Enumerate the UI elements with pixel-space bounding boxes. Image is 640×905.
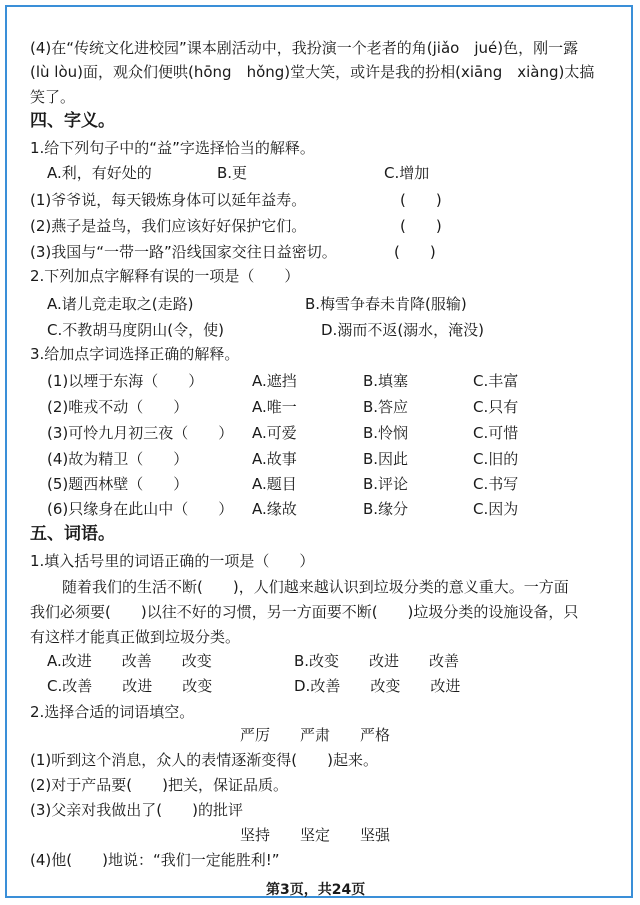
w1-option-b: B.改变 改进 改善: [294, 652, 460, 670]
page-number: 第3页，共24页: [266, 882, 366, 898]
q3-item-5: (5)题西林壁（ ）: [47, 475, 189, 493]
q3-item-2-option-c: C.只有: [473, 398, 519, 416]
section-heading-meaning: 四、字义。: [30, 111, 115, 131]
q3-item-6-option-b: B.缘分: [363, 500, 409, 518]
question-4-pinyin-line-2: (lù lòu)面，观众们便哄(hōng hǒng)堂大笑，或许是我的扮相(xiāng xiàng)太搞: [30, 63, 595, 81]
q3-item-3-option-a: A.可爱: [252, 424, 297, 442]
q3-item-6-option-a: A.缘故: [252, 500, 297, 518]
q3-item-1-option-b: B.填塞: [363, 372, 409, 390]
q3-item-2: (2)唯戎不动（ ）: [47, 398, 189, 416]
w2-sentence-1: (1)听到这个消息，众人的表情逐渐变得( )起来。: [30, 751, 378, 769]
question-4-pinyin-line-1: (4)在“传统文化进校园”课本剧活动中，我扮演一个老者的角(jiǎo jué)色，刚一露: [30, 39, 579, 57]
q3-item-5-option-c: C.书写: [473, 475, 519, 493]
w1-passage-line-3: 有这样才能真正做到垃圾分类。: [30, 628, 241, 646]
q3-instruction: 3.给加点字词选择正确的解释。: [30, 345, 240, 363]
w2-sentence-2: (2)对于产品要( )把关，保证品质。: [30, 776, 288, 794]
q3-item-5-option-a: A.题目: [252, 475, 297, 493]
w2-word-bank-1: 严厉 严肃 严格: [240, 726, 391, 744]
w1-instruction: 1.填入括号里的词语正确的一项是（ ）: [30, 552, 315, 570]
q3-item-4-option-c: C.旧的: [473, 450, 519, 468]
section-heading-words: 五、词语。: [30, 524, 115, 544]
q3-item-4: (4)故为精卫（ ）: [47, 450, 189, 468]
q3-item-1-option-a: A.遮挡: [252, 372, 297, 390]
w1-option-a: A.改进 改善 改变: [47, 652, 212, 670]
w2-sentence-3: (3)父亲对我做出了( )的批评: [30, 801, 243, 819]
q1-option-c: C.增加: [384, 164, 430, 182]
w2-word-bank-2: 坚持 坚定 坚强: [240, 826, 391, 844]
q1-answer-blank-1: ( ): [400, 191, 442, 209]
w1-passage-line-1: 随着我们的生活不断( )，人们越来越认识到垃圾分类的意义重大。一方面: [62, 578, 569, 596]
q3-item-6: (6)只缘身在此山中（ ）: [47, 500, 234, 518]
q3-item-3: (3)可怜九月初三夜（ ）: [47, 424, 234, 442]
q1-sentence-1: (1)爷爷说，每天锻炼身体可以延年益寿。: [30, 191, 307, 209]
q1-instruction: 1.给下列句子中的“益”字选择恰当的解释。: [30, 139, 315, 157]
q1-option-b: B.更: [217, 164, 248, 182]
q3-item-6-option-c: C.因为: [473, 500, 519, 518]
q2-option-d: D.溺而不返(溺水，淹没): [321, 321, 485, 339]
q3-item-5-option-b: B.评论: [363, 475, 409, 493]
q1-sentence-3: (3)我国与“一带一路”沿线国家交往日益密切。: [30, 243, 337, 261]
w1-option-c: C.改善 改进 改变: [47, 677, 213, 695]
q3-item-4-option-b: B.因此: [363, 450, 409, 468]
q3-item-3-option-b: B.怜悯: [363, 424, 409, 442]
w2-sentence-4: (4)他( )地说：“我们一定能胜利!”: [30, 851, 280, 869]
w2-instruction: 2.选择合适的词语填空。: [30, 703, 195, 721]
q3-item-1-option-c: C.丰富: [473, 372, 519, 390]
q2-option-b: B.梅雪争春未肯降(服输): [305, 295, 467, 313]
q3-item-4-option-a: A.故事: [252, 450, 297, 468]
q3-item-2-option-a: A.唯一: [252, 398, 297, 416]
q1-sentence-2: (2)燕子是益鸟，我们应该好好保护它们。: [30, 217, 307, 235]
q2-instruction: 2.下列加点字解释有误的一项是（ ）: [30, 267, 300, 285]
q3-item-2-option-b: B.答应: [363, 398, 409, 416]
w1-passage-line-2: 我们必须要( )以往不好的习惯，另一方面要不断( )垃圾分类的设施设备，只: [30, 603, 579, 621]
q1-option-a: A.利，有好处的: [47, 164, 152, 182]
q1-answer-blank-2: ( ): [400, 217, 442, 235]
q2-option-c: C.不教胡马度阴山(令，使): [47, 321, 224, 339]
w1-option-d: D.改善 改变 改进: [294, 677, 461, 695]
question-4-pinyin-line-3: 笑了。: [30, 88, 76, 106]
q1-answer-blank-3: ( ): [394, 243, 436, 261]
q3-item-3-option-c: C.可惜: [473, 424, 519, 442]
q3-item-1: (1)以堙于东海（ ）: [47, 372, 204, 390]
q2-option-a: A.诸儿竞走取之(走路): [47, 295, 194, 313]
